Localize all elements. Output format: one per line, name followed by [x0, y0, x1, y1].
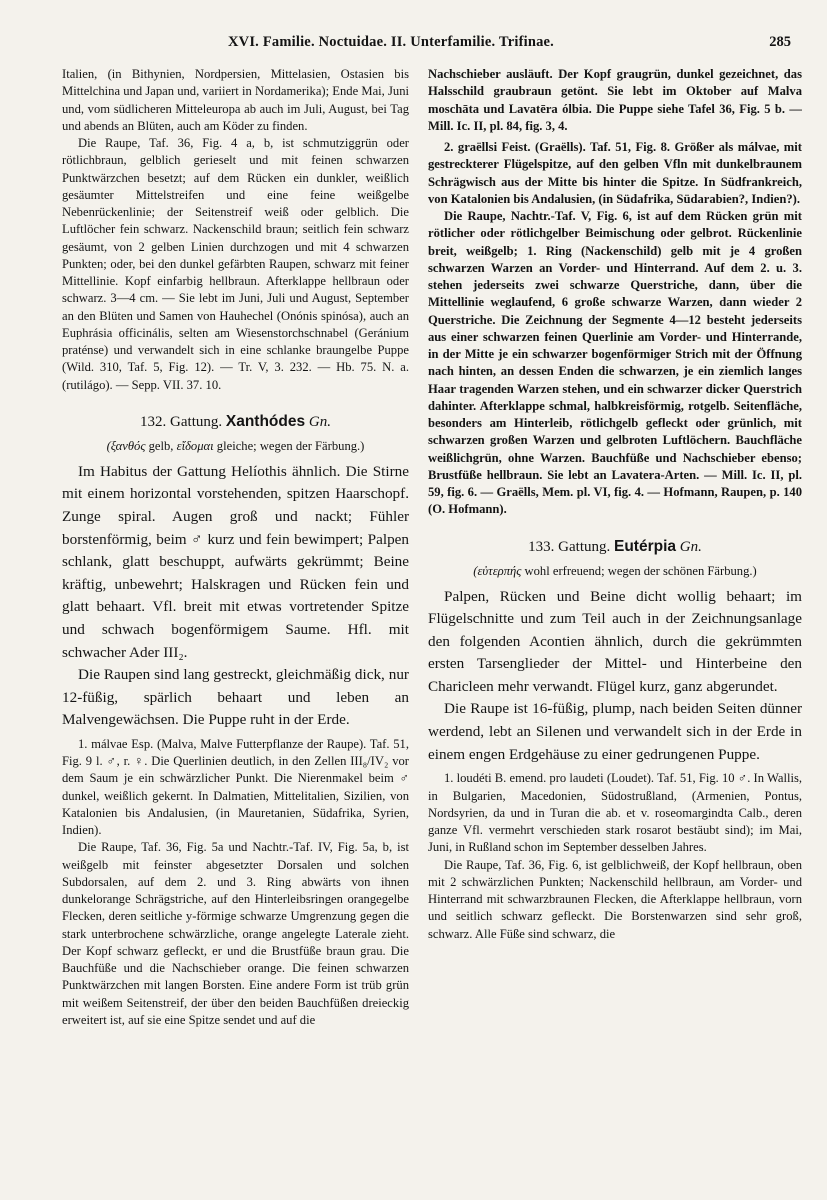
paragraph-distribution: Italien, (in Bithynien, Nordpersien, Mittelasien, Ostasien bis Mittelchina und Japan und, variiert in Nordamerika); Ende Mai, Juni und, vom südlicheren Mitteleuropa ab auch im Juli, August, bei Tag und abends an Blüten, auch am Köder zu finden. — [62, 67, 409, 133]
gattung-author: Gn. — [308, 413, 331, 430]
etymology-132 — [62, 437, 409, 455]
gattung-number: 133. Gattung. — [528, 538, 611, 555]
etymology-text-2: gleiche; wegen der Färbung.) — [213, 438, 365, 453]
paragraph-graellsi-raupe: Die Raupe, Nachtr.-Taf. V, Fig. 6, ist auf dem Rücken grün mit rötlicher oder rötlichgelber Beimischung oder gelbrot. Rückenlinie breit, weißgelb; 1. Ring (Nackenschild) gelb mit je 4 großen schwarzen Warzen an Vorder- und Hinterrand. Auf dem 2. u. 3. stehen jederseits zwei schwarze Querstriche, dann, über die Mittellinie weglaufend, 6 große schwarze Warzen, dann wieder 2 Querstriche. Die Zeichnung der Segmente 4—12 besteht jederseits aus einer schwarzen feinen Querlinie am Vorder- und Hinterrande, in der Mitte je ein schwarzer bogenförmiger Strich mit der Öffnung nach hinten, an dessen Enden die schwarzen, je ein ziemlich langes Haar tragenden Warzen stehen, und ein schwarzer dicker Querstrich dahinter. Afterklappe schmal, halbkreisförmig, rotgelb. Seitenfläche, besonders am Hinterleib, rötlichgelb gefleckt oder grünlich, mit schwarzen großen Warzen und gelbroten Luftlöchern. Bauchfläche weißlichgrün, ohne Warzen. Bauchfüße und Nachschieber ebenso; Brustfüße hellbraun. Sie lebt an Lavatera-Arten. — Mill. Ic. II, pl. 59, fig. 6. — Graëlls, Mem. pl. VI, fig. 4. — Hofmann, Raupen, p. 140 (O. Hofmann). — [428, 209, 802, 517]
gattung-name: Xanthódes — [225, 412, 306, 430]
running-head-title: XVI. Familie. Noctuidae. II. Unterfamilie. Trifinae. — [228, 34, 555, 50]
paragraph-species-loudeti: 1. loudéti B. emend. pro laudeti (Loudet). Taf. 51, Fig. 10 ♂. In Wallis, in Bulgarien, Macedonien, Südostrußland, (Armenien, Pontus, Nordsyrien, da und in Turan die ab. et v. roseomargindta Calb., deren ganze Vfl. vermehrt verschieden stark rosarot bestäubt sind); im Mai, Juni, in Rußland schon im September desselben Jahres. — [428, 771, 802, 855]
paragraph-continuation: Nachschieber ausläuft. Der Kopf graugrün, dunkel gezeichnet, das Halsschild graubraun getönt. Sie lebt im Oktober auf Malva moschāta und Lavatēra ólbia. Die Puppe siehe Tafel 36, Fig. 5 b. — Mill. Ic. II, pl. 84, fig. 3, 4. — [428, 67, 802, 133]
gattung-name: Eutérpia — [613, 537, 676, 555]
paragraph-species-malvae: 1. málvae Esp. (Malva, Malve Futterpflanze der Raupe). Taf. 51, Fig. 9 l. ♂, r. ♀. Die Querlinien deutlich, in den Zellen III₈/IV₂ vor dem Saum je ein schwärzlicher Punkt. Die Nierenmakel beim ♂ dunkel, weißlich gekernt. In Dalmatien, Mittelitalien, Sizilien, von Katalonien bis Andalusien, (in Mauretanien, Südafrika, Syrien, Indien). — [62, 736, 409, 838]
paragraph-euterpia-raupe: Die Raupe ist 16-füßig, plump, nach beiden Seiten dünner werdend, lebt an Silenen und verwandelt sich in der Erde in einem engen Erdgehäuse zu einer gedrungenen Puppe. — [428, 700, 802, 763]
etymology-text: gelb, — [145, 438, 177, 453]
paragraph-habitus: Im Habitus der Gattung Helíothis ähnlich. Die Stirne mit einem horizontal vorstehenden, spitzen Haarschopf. Zunge spiral. Augen groß und nackt; Fühler borstenförmig, beim ♂ kurz und fein bewimpert; Palpen schlank, glatt beschuppt, aufwärts gekrümmt; Beine kräftig, unbewehrt; Halskragen und Rücken fein und glatt behaart. Vfl. breit mit etwas vortretender Spitze und schwach bogenförmigem Saume. Hfl. mit schwacher Ader III₂. — [62, 462, 409, 661]
paragraph-raupen: Die Raupen sind lang gestreckt, gleichmäßig dick, nur 12-füßig, spärlich behaart und leben an Malvengewächsen. Die Puppe ruht in der Erde. — [62, 666, 409, 729]
etymology-133 — [428, 562, 802, 580]
right-column — [428, 66, 802, 1192]
paragraph-malvae-raupe: Die Raupe, Taf. 36, Fig. 5a und Nachtr.-Taf. IV, Fig. 5a, b, ist weißgelb mit feinster abgesetzter Dorsalen und solchen Subdorsalen, auf dem 2. und 3. Ring abwärts von ihnen dunkelorange Schrägstriche, auf den Hinterleibsringen orangegelbe Flecken, deren seitliche y-förmige schwarze Umgrenzung gegen die stark unterbrochene schwärzliche, orange angelegte Laterale zieht. Der Kopf schwarz gefleckt, er und die Brustfüße braun grau. Die Bauchfüße und die Nachschieber orange. Die feinen schwarzen Punktwärzchen mit langen Borsten. Eine andere Form ist trüb grün mit weißem Seitenstreif, der über den beiden Bauchfüßen dreieckig erweitert ist, auf sie eine Spitze sendet und auf die — [62, 840, 409, 1027]
gattung-author: Gn. — [679, 538, 702, 555]
left-column — [62, 66, 409, 1192]
gattung-heading-133 — [428, 537, 802, 557]
etymology-greek-2: εἴδομαι — [176, 438, 214, 453]
paragraph-raupe-description: Die Raupe, Taf. 36, Fig. 4 a, b, ist schmutziggrün oder rötlichbraun, gelblich gerieselt und mit feinen schwarzen Punktwärzchen besetzt; auf dem Rücken ein dunkler, weißlich gesäumter Mittelstreifen und eine feine weißgelbe Nebenrückenlinie; der Seitenstreif weiß oder gelblich. Die Luftlöcher fein schwarz. Nackenschild braun; seitlich fein schwarz gesäumt, von 2 gelben Linien durchzogen und mit 4 schwarzen Punkten; oder, bei den dunkel gefärbten Raupen, schwarz mit feiner Mittellinie. Kopf einfarbig hellbraun. Afterklappe hellbraun oder schwarz. 3—4 cm. — Sie lebt im Juni, Juli und August, September an den Blüten und Samen von Hauhechel (Onónis spinósa), auch an Euphrásia officinális, selten am Wiesenstorchschnabel (Geránium praténse) und verwandelt sich in eine schlanke braungelbe Puppe (Wild. 310, Taf. 5, Fig. 12). — Tr. V, 3. 232. — Hb. 75. N. a. (rutilágo). — Sepp. VII. 37. 10. — [62, 136, 409, 392]
paragraph-loudeti-raupe: Die Raupe, Taf. 36, Fig. 6, ist gelblichweiß, der Kopf hellbraun, oben mit 2 schwärzlichen Punkten; Nackenschild hellbraun, am Vorder- und Hinterrand mit schwarzbraunen Flecken, die Afterklappe hellbraun, vorn und seitlich schwarz gefleckt. Die Borstenwarzen sind sehr groß, schwarz. Alle Füße sind schwarz, die — [428, 857, 802, 941]
page-number: 285 — [769, 34, 791, 50]
running-head — [0, 34, 827, 58]
etymology-greek: (ξανθός — [106, 438, 146, 453]
etymology-text: wohl erfreuend; wegen der schönen Färbung.) — [521, 563, 757, 578]
etymology-greek: (εὐτερπής — [473, 563, 522, 578]
paragraph-euterpia-habitus: Palpen, Rücken und Beine dicht wollig behaart; im Flügelschnitte und zum Teil auch in der Zeichnungsanlage den folgenden Acontien ähnlich, durch die gekrümmten ersten Tarsenglieder der Mittel- und Hinterbeine den Charicleen mehr verwandt. Flügel kurz, ganz abgerundet. — [428, 587, 802, 695]
gattung-heading-132 — [62, 412, 409, 432]
gattung-number: 132. Gattung. — [140, 413, 223, 430]
paragraph-species-graellsi: 2. graëllsi Feist. (Graëlls). Taf. 51, Fig. 8. Größer als málvae, mit gestreckterer Flügelspitze, auf den gelben Vfln mit dunkelbraunem Schrägwisch aus der Mitte bis hinter die Spitze. In Südfrankreich, von Katalonien bis Andalusien, (in Südafrika, Südarabien?, Indien?). — [428, 140, 802, 206]
